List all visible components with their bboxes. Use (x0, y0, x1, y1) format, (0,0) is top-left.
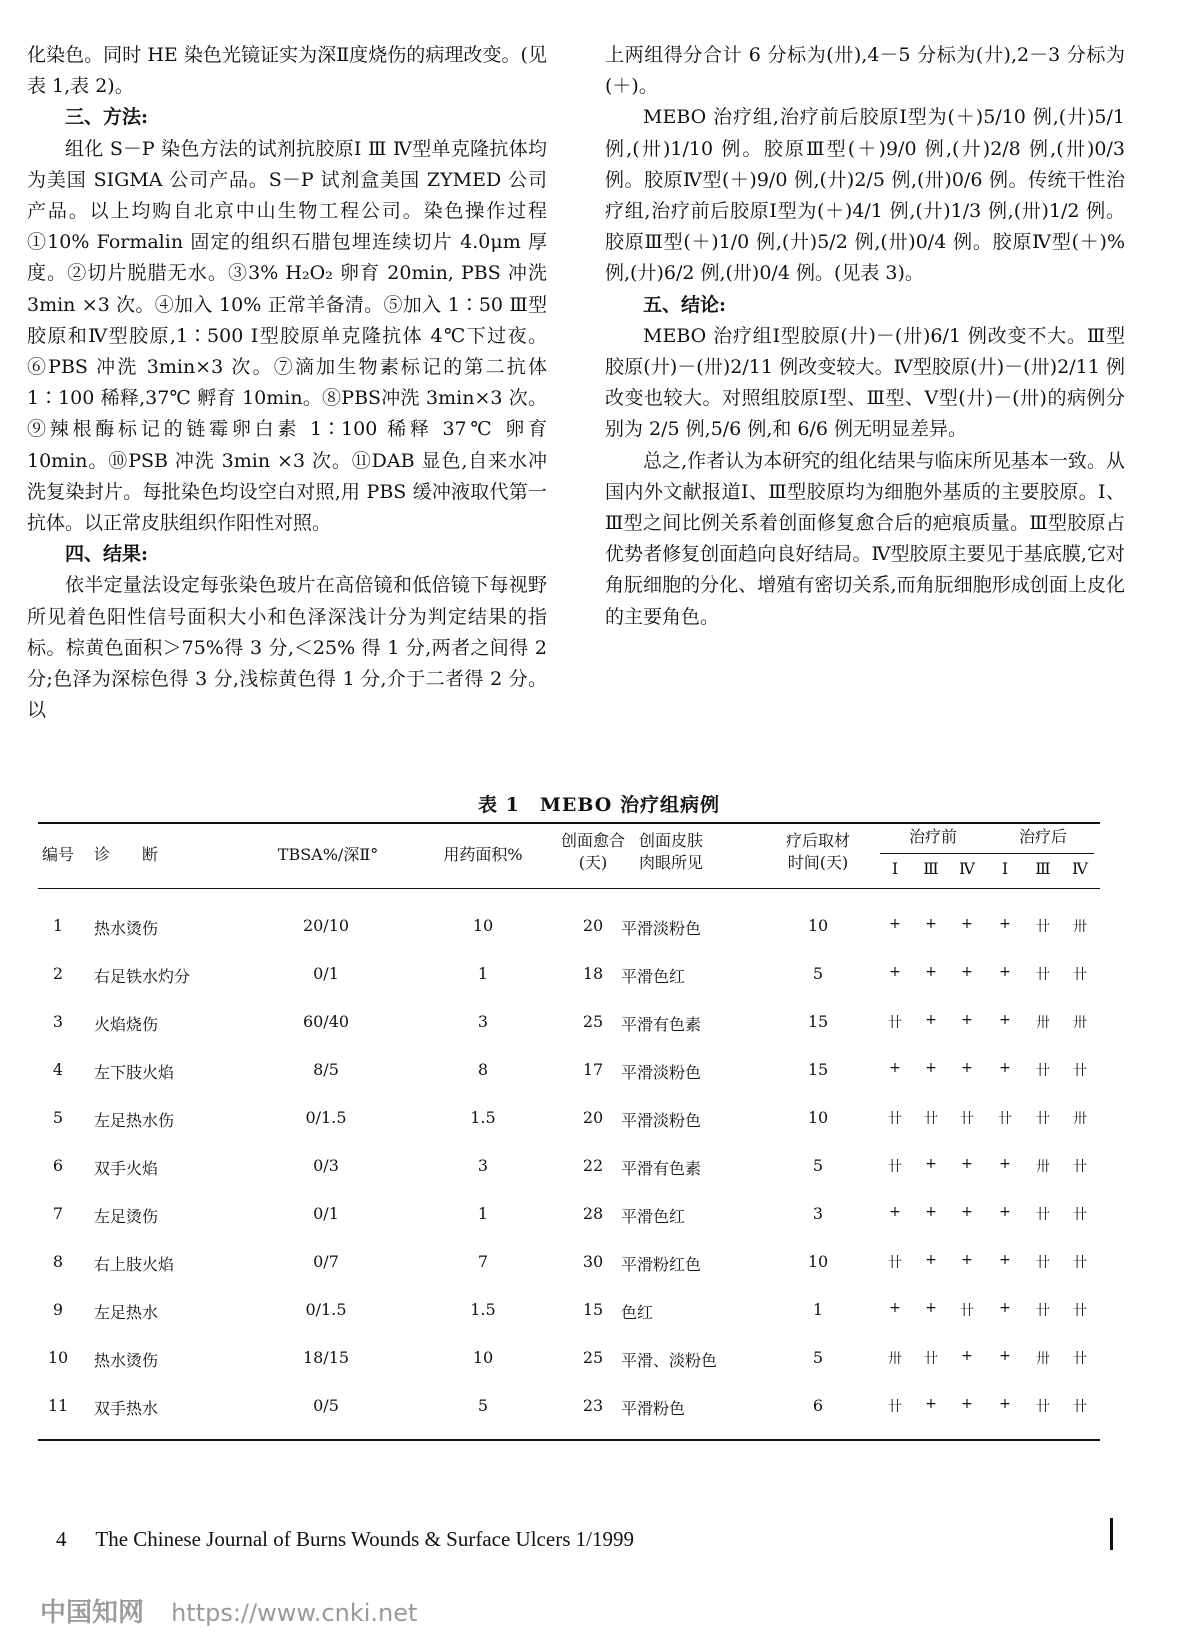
cell-tbsa: 0/3 (313, 1156, 339, 1175)
cell-area: 1.5 (470, 1300, 496, 1319)
header-sub: Ⅳ (1072, 859, 1088, 878)
cell-tbsa: 0/1 (313, 1204, 339, 1223)
cell-id: 4 (52, 1060, 64, 1079)
right-column (605, 40, 1125, 633)
cell-id: 6 (52, 1156, 64, 1175)
cell-sample-time: 3 (812, 1204, 824, 1223)
cell-score: 卄 (1073, 1063, 1087, 1079)
cell-score: 卄 (960, 1111, 974, 1127)
cell-id: 8 (52, 1252, 64, 1271)
paragraph: 上两组得分合计 6 分标为(卅),4－5 分标为(廾),2－3 分标为(＋)。 (605, 44, 1125, 98)
cell-skin: 平滑有色素 (621, 1015, 702, 1034)
cell-skin: 平滑粉红色 (621, 1255, 702, 1274)
cell-score: 卄 (1036, 1207, 1050, 1223)
table-row (38, 902, 1100, 952)
cell-score: + (999, 1060, 1011, 1076)
cell-score: 卄 (1073, 1399, 1087, 1415)
cell-heal-days: 20 (582, 916, 604, 935)
cell-score: + (999, 964, 1011, 980)
cell-skin: 平滑淡粉色 (621, 1111, 702, 1130)
table-row (38, 1142, 1100, 1192)
cell-score: 卄 (1036, 1111, 1050, 1127)
cell-score: + (925, 916, 937, 932)
header-skin-2: 肉眼所见 (638, 853, 703, 872)
header-area: 用药面积% (443, 845, 523, 864)
cell-score: 卄 (998, 1111, 1012, 1127)
watermark (40, 1592, 417, 1629)
cell-diagnosis: 火焰烧伤 (94, 1015, 159, 1034)
cell-score: + (999, 1204, 1011, 1220)
cell-skin: 平滑淡粉色 (621, 919, 702, 938)
cell-heal-days: 20 (582, 1108, 604, 1127)
table-row (38, 1190, 1100, 1240)
cell-tbsa: 18/15 (302, 1348, 350, 1367)
cell-heal-days: 18 (582, 964, 604, 983)
cell-sample-time: 10 (807, 1252, 829, 1271)
header-time-1: 疗后取材 (785, 831, 850, 850)
cell-sample-time: 6 (812, 1396, 824, 1415)
table-top-rule (38, 822, 1100, 824)
cell-heal-days: 28 (582, 1204, 604, 1223)
cell-score: 卄 (888, 1255, 902, 1271)
cell-tbsa: 0/1.5 (305, 1300, 347, 1319)
cell-sample-time: 15 (807, 1060, 829, 1079)
cell-score: + (999, 1012, 1011, 1028)
paragraph: 组化 S－P 染色方法的试剂抗胶原Ⅰ Ⅲ Ⅳ型单克隆抗体均为美国 SIGMA 公司产品。S－P 试剂盒美国 ZYMED 公司产品。以上均购自北京中山生物工程公司。染色操作过程①10% Formalin 固定的组织石腊包埋连续切片 4.0μm 厚度。②切片脱腊无水。③3% H₂O₂ 卵育 20min, PBS 冲洗 3min ×3 次。④加入 10% 正常羊备清。⑤加入 1∶50 Ⅲ型胶原和Ⅳ型胶原,1∶500 Ⅰ型胶原单克隆抗体 4℃下过夜。⑥PBS 冲洗 3min×3 次。⑦滴加生物素标记的第二抗体 1∶100 稀释,37℃ 孵育 10min。⑧PBS冲洗 3min×3 次。⑨辣根酶标记的链霉卵白素 1∶100 稀释 37℃ 卵育 10min。⑩PSB 冲洗 3min ×3 次。⑪DAB 显色,自来水冲洗复染封片。每批染色均设空白对照,用 PBS 缓冲液取代第一抗体。以正常皮肤组织作阳性对照。 (27, 137, 547, 535)
table-header-rule (38, 888, 1100, 889)
cell-skin: 平滑、淡粉色 (621, 1351, 718, 1370)
table-row (38, 998, 1100, 1048)
section-heading-conclusion: 五、结论: (643, 293, 727, 316)
cell-tbsa: 20/10 (302, 916, 350, 935)
table-row (38, 1286, 1100, 1336)
paragraph: 化染色。同时 HE 染色光镜证实为深Ⅱ度烧伤的病理改变。(见表 1,表 2)。 (27, 44, 547, 98)
cell-area: 3 (477, 1156, 489, 1175)
cell-diagnosis: 右足铁水灼分 (94, 967, 191, 986)
header-id: 编号 (41, 845, 74, 864)
cell-heal-days: 23 (582, 1396, 604, 1415)
table-row (38, 950, 1100, 1000)
page-footer (56, 1527, 634, 1552)
cell-id: 7 (52, 1204, 64, 1223)
table-bottom-rule (38, 1439, 1100, 1441)
cell-score: 卅 (1073, 1111, 1087, 1127)
edge-mark (1110, 1518, 1113, 1550)
cell-heal-days: 30 (582, 1252, 604, 1271)
cell-sample-time: 10 (807, 916, 829, 935)
cell-id: 5 (52, 1108, 64, 1127)
header-time-2: 时间(天) (787, 853, 849, 872)
header-sub: Ⅳ (959, 859, 975, 878)
cell-skin: 色红 (621, 1303, 654, 1322)
cell-area: 1 (477, 964, 489, 983)
cell-score: + (889, 1204, 901, 1220)
cell-area: 3 (477, 1012, 489, 1031)
cell-score: + (925, 1252, 937, 1268)
header-sub: Ⅰ (1001, 859, 1009, 878)
cell-score: 卄 (888, 1111, 902, 1127)
cell-score: 卄 (960, 1303, 974, 1319)
cell-id: 2 (52, 964, 64, 983)
cell-score: 卄 (1036, 919, 1050, 935)
cell-sample-time: 5 (812, 1156, 824, 1175)
cell-tbsa: 60/40 (302, 1012, 350, 1031)
cell-score: + (961, 1396, 973, 1412)
cell-score: 卄 (888, 1159, 902, 1175)
cell-diagnosis: 双手热水 (94, 1399, 159, 1418)
cell-sample-time: 5 (812, 964, 824, 983)
cell-score: + (999, 916, 1011, 932)
header-heal-1: 创面愈合 (560, 831, 625, 850)
cell-score: + (961, 916, 973, 932)
cell-area: 10 (472, 916, 494, 935)
cell-score: + (961, 1156, 973, 1172)
cell-score: + (925, 964, 937, 980)
table-row (38, 1094, 1100, 1144)
cell-score: 卄 (1073, 967, 1087, 983)
cell-score: + (999, 1300, 1011, 1316)
cell-score: 卄 (1036, 1399, 1050, 1415)
header-before: 治疗前 (908, 827, 957, 846)
cell-diagnosis: 右上肢火焰 (94, 1255, 175, 1274)
cell-score: + (889, 1300, 901, 1316)
cell-score: + (961, 1012, 973, 1028)
header-diag: 诊 断 (94, 845, 159, 864)
cell-diagnosis: 左足烫伤 (94, 1207, 159, 1226)
cell-score: 卅 (1036, 1351, 1050, 1367)
header-heal-2: (天) (578, 853, 608, 872)
cell-score: + (999, 1348, 1011, 1364)
cell-score: 卄 (1073, 1207, 1087, 1223)
cell-area: 1 (477, 1204, 489, 1223)
cell-skin: 平滑淡粉色 (621, 1063, 702, 1082)
table-row (38, 1334, 1100, 1384)
cell-tbsa: 8/5 (313, 1060, 339, 1079)
paragraph: MEBO 治疗组,治疗前后胶原Ⅰ型为(＋)5/10 例,(廾)5/1 例,(卅)1/10 例。胶原Ⅲ型(＋)9/0 例,(廾)2/8 例,(卅)0/3 例。胶原Ⅳ型(＋)9/0 例,(廾)2/5 例,(卅)0/6 例。传统干性治疗组,治疗前后胶原Ⅰ型为(＋)4/1 例,(廾)1/3 例,(卅)1/2 例。胶原Ⅲ型(＋)1/0 例,(廾)5/2 例,(卅)0/4 例。胶原Ⅳ型(＋)% 例,(廾)6/2 例,(卅)0/4 例。(见表 3)。 (605, 106, 1125, 285)
cell-score: + (889, 1060, 901, 1076)
cell-tbsa: 0/5 (313, 1396, 339, 1415)
cell-score: + (925, 1156, 937, 1172)
cell-score: + (961, 1348, 973, 1364)
cell-sample-time: 15 (807, 1012, 829, 1031)
cell-score: 卄 (1073, 1159, 1087, 1175)
cell-heal-days: 22 (582, 1156, 604, 1175)
header-sub: Ⅰ (891, 859, 899, 878)
page-number: 4 (56, 1527, 67, 1551)
cell-score: 卄 (1036, 1063, 1050, 1079)
header-after: 治疗后 (1018, 827, 1067, 846)
cell-id: 11 (47, 1396, 69, 1415)
cell-diagnosis: 双手火焰 (94, 1159, 159, 1178)
watermark-url: https://www.cnki.net (171, 1599, 418, 1627)
cell-id: 3 (52, 1012, 64, 1031)
cell-heal-days: 17 (582, 1060, 604, 1079)
cell-skin: 平滑有色素 (621, 1159, 702, 1178)
cell-score: + (925, 1396, 937, 1412)
cell-id: 9 (52, 1300, 64, 1319)
cell-score: 卄 (888, 1015, 902, 1031)
cell-score: 卄 (1073, 1255, 1087, 1271)
cell-sample-time: 1 (812, 1300, 824, 1319)
cell-area: 10 (472, 1348, 494, 1367)
table-row (38, 1382, 1100, 1432)
cell-score: + (961, 1060, 973, 1076)
cell-score: 卄 (1036, 967, 1050, 983)
cell-area: 1.5 (470, 1108, 496, 1127)
cell-diagnosis: 左下肢火焰 (94, 1063, 175, 1082)
cell-heal-days: 15 (582, 1300, 604, 1319)
cell-skin: 平滑粉色 (621, 1399, 686, 1418)
watermark-name: 中国知网 (40, 1598, 145, 1628)
paragraph: 依半定量法设定每张染色玻片在高倍镜和低倍镜下每视野所见着色阳性信号面积大小和色泽深浅计分为判定结果的指标。棕黄色面积＞75%得 3 分,＜25% 得 1 分,两者之间得 2 分;色泽为深棕色得 3 分,浅棕黄色得 1 分,介于二者得 2 分。以 (27, 574, 547, 722)
cell-score: 卅 (888, 1351, 902, 1367)
cell-sample-time: 5 (812, 1348, 824, 1367)
cell-score: + (961, 964, 973, 980)
cell-diagnosis: 热水烫伤 (94, 919, 159, 938)
cell-skin: 平滑色红 (621, 1207, 686, 1226)
cell-score: 卅 (1073, 1015, 1087, 1031)
cell-area: 7 (477, 1252, 489, 1271)
cell-sample-time: 10 (807, 1108, 829, 1127)
cell-score: 卄 (1036, 1303, 1050, 1319)
table-row (38, 1046, 1100, 1096)
header-skin-1: 创面皮肤 (638, 831, 703, 850)
cell-score: + (925, 1060, 937, 1076)
paragraph: 总之,作者认为本研究的组化结果与临床所见基本一致。从国内外文献报道Ⅰ、Ⅲ型胶原均为细胞外基质的主要胶原。Ⅰ、Ⅲ型之间比例关系着创面修复愈合后的疤痕质量。Ⅲ型胶原占优势者修复创面趋向良好结局。Ⅳ型胶原主要见于基底膜,它对角朊细胞的分化、增殖有密切关系,而角朊细胞形成创面上皮化的主要角色。 (605, 449, 1125, 628)
table-row (38, 1238, 1100, 1288)
cell-id: 10 (47, 1348, 69, 1367)
cell-area: 5 (477, 1396, 489, 1415)
cell-score: + (961, 1204, 973, 1220)
cell-id: 1 (52, 916, 64, 935)
cell-tbsa: 0/1.5 (305, 1108, 347, 1127)
cell-score: 卄 (924, 1111, 938, 1127)
cell-score: + (925, 1012, 937, 1028)
header-sub: Ⅲ (923, 859, 939, 878)
cell-area: 8 (477, 1060, 489, 1079)
cell-score: 卅 (1073, 919, 1087, 935)
cell-diagnosis: 热水烫伤 (94, 1351, 159, 1370)
section-heading-method: 三、方法: (65, 106, 149, 129)
cell-score: + (889, 964, 901, 980)
header-sub-rule (880, 853, 1094, 854)
cell-score: 卅 (1036, 1015, 1050, 1031)
cell-score: 卄 (888, 1399, 902, 1415)
cell-heal-days: 25 (582, 1348, 604, 1367)
cell-score: 卄 (1036, 1255, 1050, 1271)
header-sub: Ⅲ (1035, 859, 1051, 878)
journal-name: The Chinese Journal of Burns Wounds & Surface Ulcers 1/1999 (95, 1527, 634, 1551)
cell-diagnosis: 左足热水伤 (94, 1111, 175, 1130)
cell-score: + (999, 1396, 1011, 1412)
cell-skin: 平滑色红 (621, 967, 686, 986)
section-heading-result: 四、结果: (65, 543, 149, 566)
left-column (27, 40, 547, 726)
cell-score: + (999, 1252, 1011, 1268)
cell-score: + (925, 1300, 937, 1316)
cell-tbsa: 0/1 (313, 964, 339, 983)
cell-score: 卅 (1036, 1159, 1050, 1175)
cell-score: + (961, 1252, 973, 1268)
cell-score: 卄 (924, 1351, 938, 1367)
cell-diagnosis: 左足热水 (94, 1303, 159, 1322)
paragraph: MEBO 治疗组Ⅰ型胶原(廾)－(卅)6/1 例改变不大。Ⅲ型胶原(廾)－(卅)2/11 例改变较大。Ⅳ型胶原(廾)－(卅)2/11 例改变也较大。对照组胶原Ⅰ型、Ⅲ型、Ⅴ型(廾)－(卅)的病例分别为 2/5 例,5/6 例,和 6/6 例无明显差异。 (605, 324, 1125, 441)
cell-score: + (925, 1204, 937, 1220)
cell-score: 卄 (1073, 1303, 1087, 1319)
cell-score: + (889, 916, 901, 932)
cell-tbsa: 0/7 (313, 1252, 339, 1271)
cell-heal-days: 25 (582, 1012, 604, 1031)
cell-score: + (999, 1156, 1011, 1172)
table-title: 表 1 MEBO 治疗组病例 (478, 794, 720, 816)
header-tbsa: TBSA%/深Ⅱ° (277, 845, 379, 864)
cell-score: 卄 (1073, 1351, 1087, 1367)
